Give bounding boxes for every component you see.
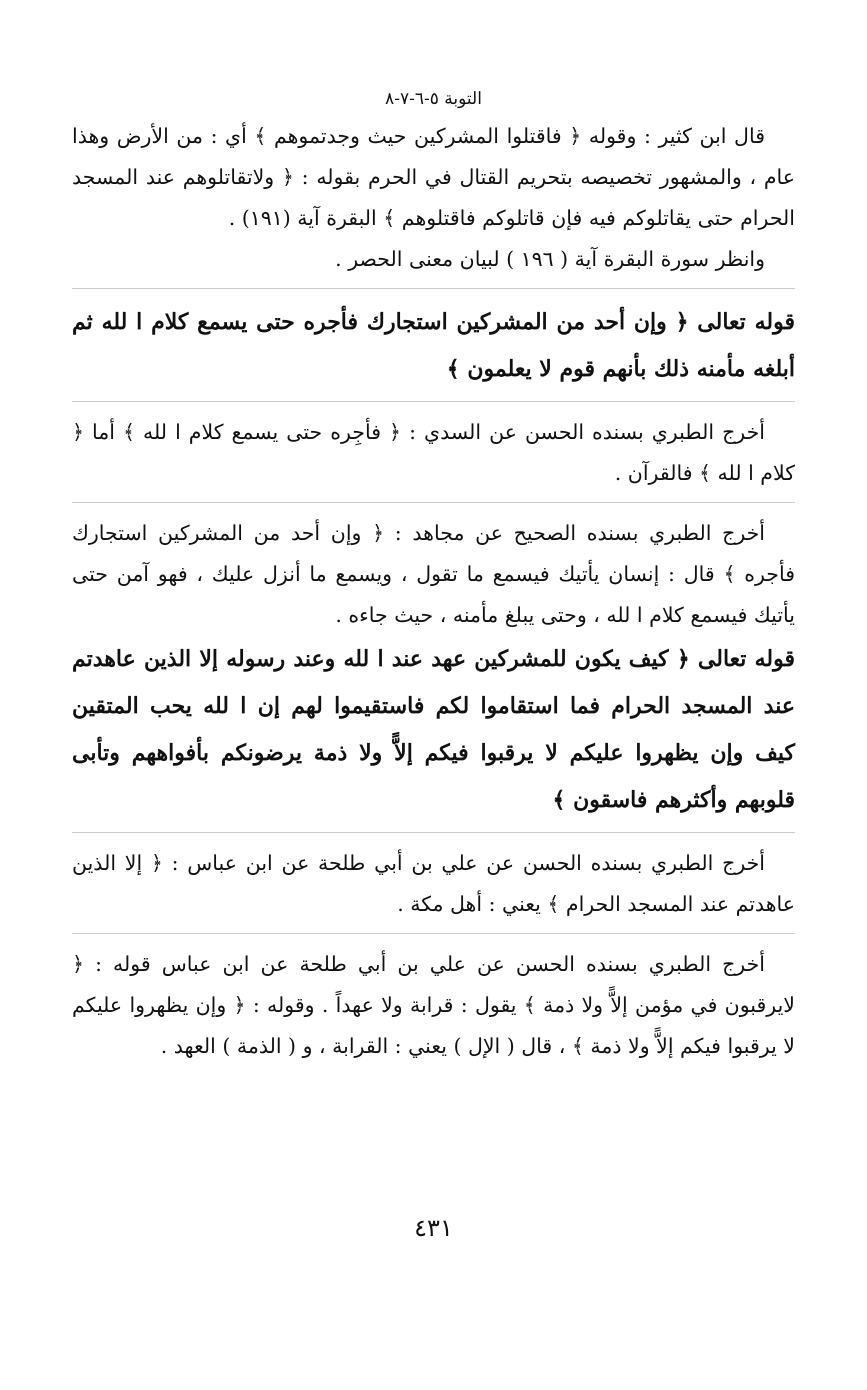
section-divider [72, 502, 795, 503]
commentary-paragraph-see-baqarah: وانظر سورة البقرة آية ( ١٩٦ ) لبيان معنى الحصر . [335, 247, 765, 271]
commentary-paragraph-ibn-abbas-2: أخرج الطبري بسنده الحسن عن علي بن أبي طلحة عن ابن عباس قوله : ﴿ لايرقبون في مؤمن إلاًّ ولا ذمة ﴾ يقول : قرابة ولا عهداً . وقوله : ﴿ وإن يظهروا عليكم لا يرقبوا فيكم إلاًّ ولا ذمة ﴾ ، قال ( الإل ) يعني : القرابة ، و ( الذمة ) العهد . [72, 952, 795, 1058]
verse-heading-1: قوله تعالى ﴿ وإن أحد من المشركين استجارك فأجره حتى يسمع كلام ا لله ثم أبلغه مأمنه ذلك بأنهم قوم لا يعلمون ﴾ [72, 309, 795, 382]
verse-heading-2: قوله تعالى ﴿ كيف يكون للمشركين عهد عند ا لله وعند رسوله إلا الذين عاهدتم عند المسجد الحرام فما استقاموا لكم فاستقيموا لهم إن ا لله يحب المتقين كيف وإن يظهروا عليكم لا يرقبوا فيكم إلاًّ ولا ذمة يرضونكم بأفواههم وتأبى قلوبهم وأكثرهم فاسقون ﴾ [72, 646, 795, 813]
section-divider [72, 933, 795, 934]
commentary-paragraph-suddi: أخرج الطبري بسنده الحسن عن السدي : ﴿ فأجِره حتى يسمع كلام ا لله ﴾ أما ﴿ كلام ا لله ﴾ فالقرآن . [72, 420, 795, 485]
section-divider [72, 288, 795, 289]
book-page [72, 82, 795, 1390]
commentary-paragraph-ibn-kathir: قال ابن كثير : وقوله ﴿ فاقتلوا المشركين حيث وجدتموهم ﴾ أي : من الأرض وهذا عام ، والمشهور تخصيصه بتحريم القتال في الحرم بقوله : ﴿ ولاتقاتلوهم عند المسجد الحرام حتى يقاتلوكم فيه فإن قاتلوكم فاقتلوهم ﴾ البقرة آية (١٩١) . [72, 124, 795, 230]
commentary-paragraph-mujahid: أخرج الطبري بسنده الصحيح عن مجاهد : ﴿ وإن أحد من المشركين استجارك فأجره ﴾ قال : إنسان يأتيك فيسمع ما تقول ، ويسمع ما أنزل عليك ، فهو آمن حتى يأتيك فيسمع كلام ا لله ، وحتى يبلغ مأمنه ، حيث جاءه . [72, 521, 795, 627]
section-divider [72, 832, 795, 833]
running-header: التوبة ٥-٦-٧-٨ [385, 89, 482, 109]
section-divider [72, 401, 795, 402]
page-number: ٤٣١ [414, 1214, 453, 1242]
commentary-paragraph-ibn-abbas-1: أخرج الطبري بسنده الحسن عن علي بن أبي طلحة عن ابن عباس : ﴿ إلا الذين عاهدتم عند المسجد الحرام ﴾ يعني : أهل مكة . [72, 851, 795, 916]
